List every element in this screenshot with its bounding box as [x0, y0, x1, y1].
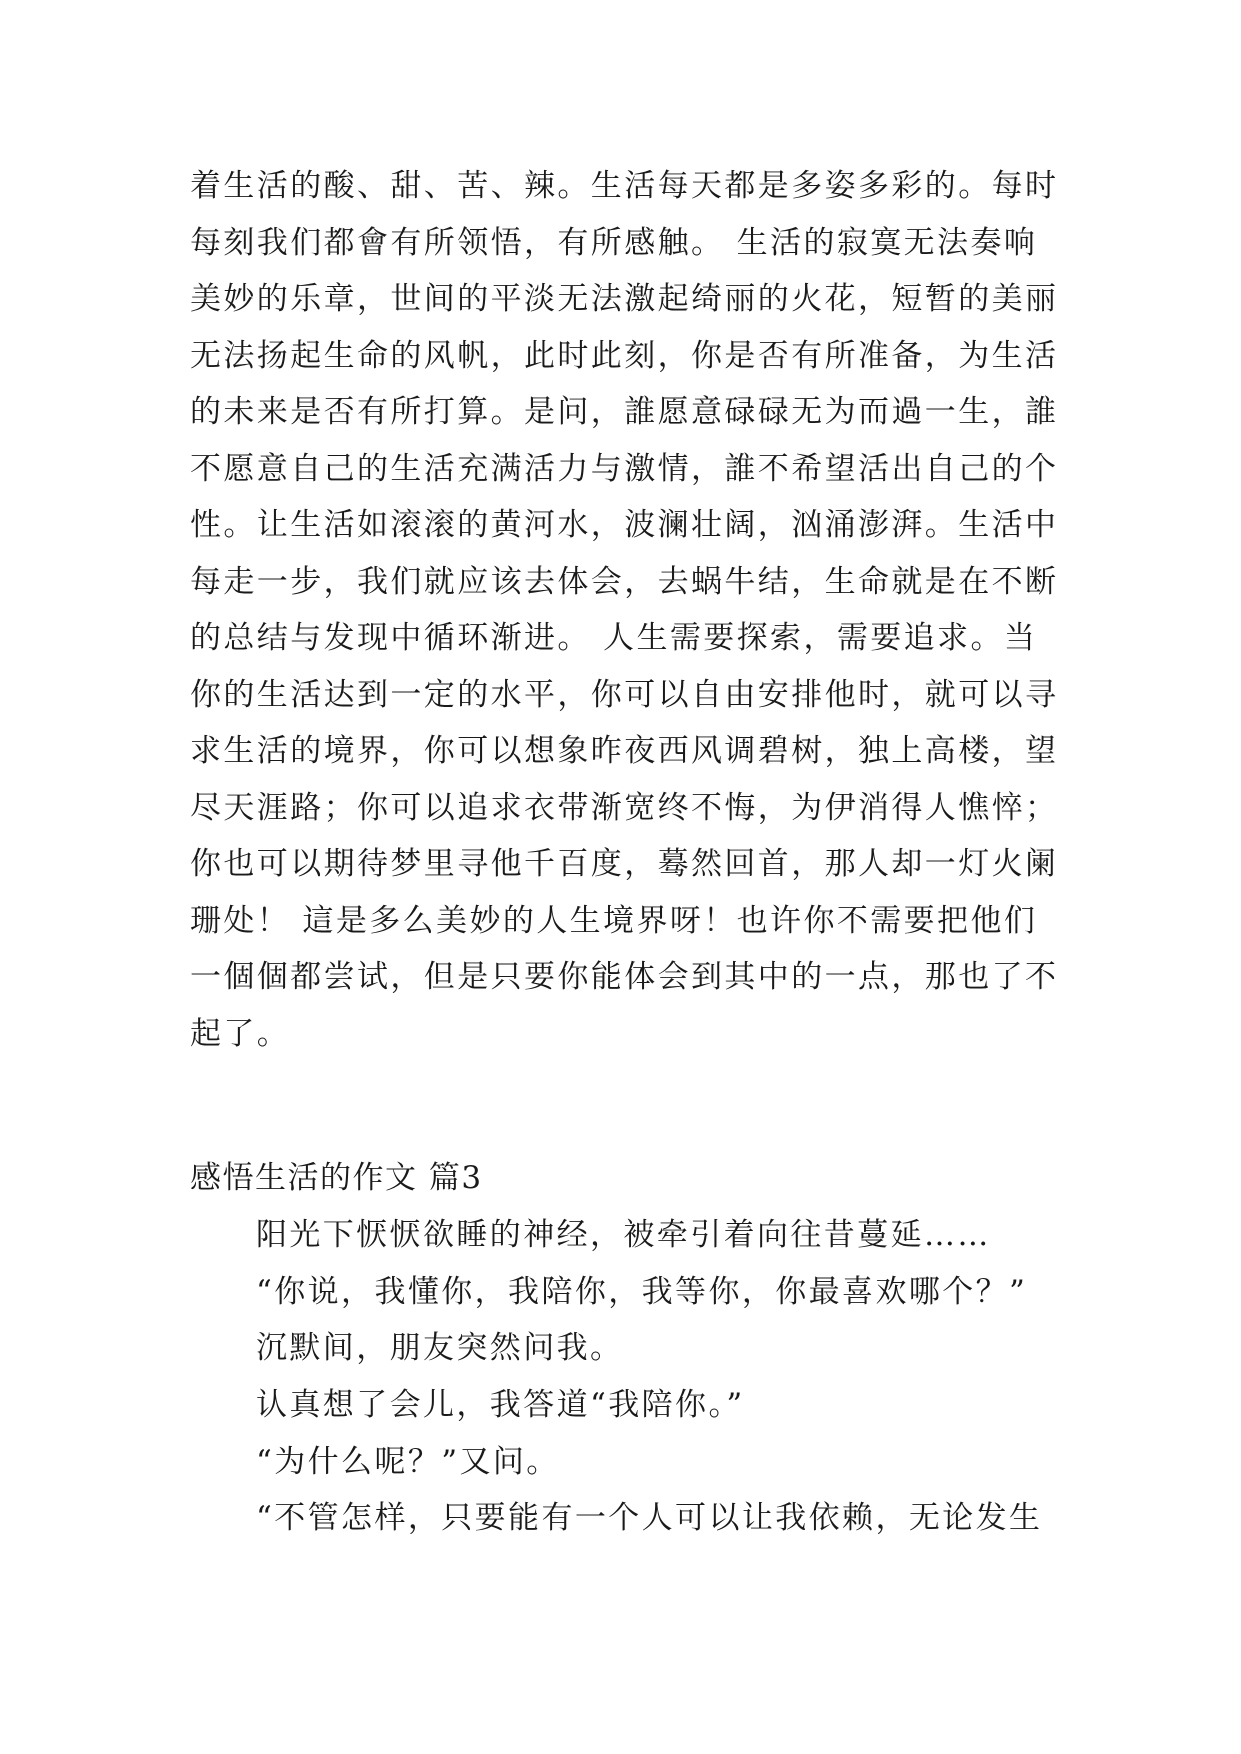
dialog-paragraphs [190, 1207, 1070, 1547]
text-line: 一個個都尝试，但是只要你能体会到其中的一点，那也了不 [190, 959, 1059, 995]
text-line: 求生活的境界，你可以想象昨夜西风调碧树，独上高楼，望 [190, 733, 1059, 769]
text-line: 的总结与发现中循环渐进。 人生需要探索，需要追求。当 [190, 620, 1038, 656]
section-heading: 感悟生活的作文 篇3 [190, 1160, 483, 1196]
dialog-line: “为什么呢？”又问。 [256, 1443, 560, 1480]
text-line: 性。让生活如滚滚的黄河水，波澜壮阔，汹涌澎湃。生活中 [190, 507, 1059, 543]
dialog-line: 阳光下恹恹欲睡的神经，被牵引着向往昔蔓延…… [256, 1217, 991, 1253]
text-line: 无法扬起生命的风帆，此时此刻，你是否有所准备，为生活 [190, 337, 1059, 374]
dialog-line: 认真想了会儿，我答道“我陪你。” [256, 1387, 745, 1424]
text-line: 的未来是否有所打算。是问，誰愿意碌碌无为而過一生，誰 [190, 394, 1059, 430]
dialog-line: “你说，我懂你，我陪你，我等你，你最喜欢哪个？” [256, 1273, 1028, 1310]
dialog-line: 沉默间，朋友突然问我。 [256, 1330, 624, 1367]
text-line: 每刻我们都會有所领悟，有所感触。 生活的寂寞无法奏响 [190, 224, 1038, 261]
text-line: 不愿意自己的生活充满活力与激情，誰不希望活出自己的个 [190, 450, 1059, 487]
text-line: 美妙的乐章，世间的平淡无法激起绮丽的火花，短暂的美丽 [190, 281, 1059, 317]
dialog-line: “不管怎样，只要能有一个人可以让我依赖，无论发生 [256, 1500, 1043, 1537]
essay-body-paragraph [190, 158, 1070, 1062]
text-line: 起了。 [190, 1015, 291, 1052]
text-line: 珊处！ 這是多么美妙的人生境界呀！也许你不需要把他们 [190, 902, 1038, 939]
text-line: 着生活的酸、甜、苦、辣。生活每天都是多姿多彩的。每时 [190, 168, 1059, 204]
text-line: 你的生活达到一定的水平，你可以自由安排他时，就可以寻 [190, 676, 1059, 713]
text-line: 尽天涯路；你可以追求衣带渐宽终不悔，为伊消得人憔悴； [190, 789, 1059, 826]
text-line: 每走一步，我们就应该去体会，去蜗牛结，生命就是在不断 [190, 563, 1059, 600]
text-line: 你也可以期待梦里寻他千百度，蓦然回首，那人却一灯火阑 [190, 846, 1059, 882]
